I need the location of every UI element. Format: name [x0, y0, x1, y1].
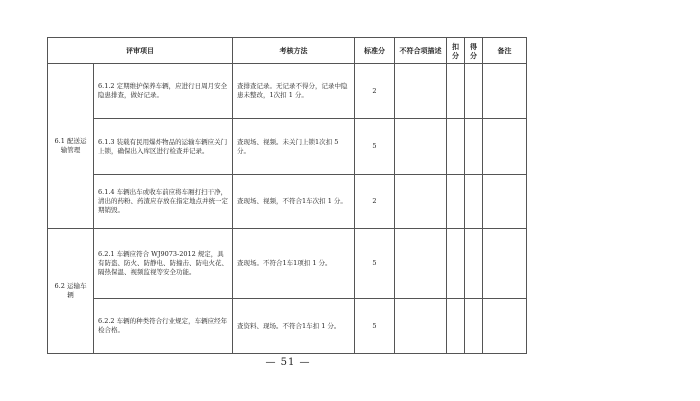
method-cell: 查资料、现场。不符合1车扣 1 分。	[233, 299, 355, 354]
method-cell: 查现场、视频，不符合1车次扣 1 分。	[233, 175, 355, 229]
deduct-cell	[447, 119, 465, 175]
method-cell: 查现场。不符合1车1项扣 1 分。	[233, 229, 355, 299]
header-score: 得分	[465, 38, 483, 64]
noncompliant-cell	[395, 64, 447, 119]
table-row	[48, 119, 527, 175]
table-row	[48, 229, 527, 299]
standard-score-cell: 2	[355, 64, 395, 119]
header-deduct: 扣分	[447, 38, 465, 64]
evaluation-table	[47, 37, 527, 354]
remark-cell	[483, 229, 527, 299]
remark-cell	[483, 175, 527, 229]
group-label: 6.2 运输车辆	[48, 229, 94, 354]
standard-score-cell: 5	[355, 299, 395, 354]
remark-cell	[483, 299, 527, 354]
header-method: 考核方法	[233, 38, 355, 64]
requirement-cell: 6.1.2 定期维护保养车辆，应进行日周月安全隐患排查，做好记录。	[94, 64, 233, 119]
standard-score-cell: 5	[355, 229, 395, 299]
remark-cell	[483, 119, 527, 175]
noncompliant-cell	[395, 299, 447, 354]
deduct-cell	[447, 175, 465, 229]
noncompliant-cell	[395, 229, 447, 299]
requirement-cell: 6.2.2 车辆的种类符合行业规定，车辆应经年检合格。	[94, 299, 233, 354]
deduct-cell	[447, 64, 465, 119]
score-cell	[465, 229, 483, 299]
score-cell	[465, 175, 483, 229]
standard-score-cell: 2	[355, 175, 395, 229]
deduct-cell	[447, 299, 465, 354]
method-cell: 查排查记录。无记录不得分，记录中隐患未整改，1次扣 1 分。	[233, 64, 355, 119]
remark-cell	[483, 64, 527, 119]
table-row	[48, 175, 527, 229]
table-row	[48, 64, 527, 119]
standard-score-cell: 5	[355, 119, 395, 175]
noncompliant-cell	[395, 175, 447, 229]
table-row	[48, 299, 527, 354]
requirement-cell: 6.1.4 车辆出车或收车前应将车厢打扫干净，清出的药粉、药渣应存放在指定地点并统一定期销毁。	[94, 175, 233, 229]
header-noncompliant: 不符合项描述	[395, 38, 447, 64]
deduct-cell	[447, 229, 465, 299]
score-cell	[465, 299, 483, 354]
header-remark: 备注	[483, 38, 527, 64]
header-standard: 标准分	[355, 38, 395, 64]
group-label: 6.1 配送运输管理	[48, 64, 94, 229]
score-cell	[465, 119, 483, 175]
noncompliant-cell	[395, 119, 447, 175]
page-number: — 51 —	[265, 357, 311, 368]
table-header-row	[48, 38, 527, 64]
requirement-cell: 6.1.3 装载有民用爆炸物品的运输车辆应关门上锁，确保出入库区进行检查并记录。	[94, 119, 233, 175]
score-cell	[465, 64, 483, 119]
requirement-cell: 6.2.1 车辆应符合 WJ9073-2012 规定，具有防盗、防火、防静电、防撞击、防电火花、隔热保温、视频监视等安全功能。	[94, 229, 233, 299]
method-cell: 查现场、视频。未关门上锁1次扣 5 分。	[233, 119, 355, 175]
header-item: 评审项目	[48, 38, 233, 64]
